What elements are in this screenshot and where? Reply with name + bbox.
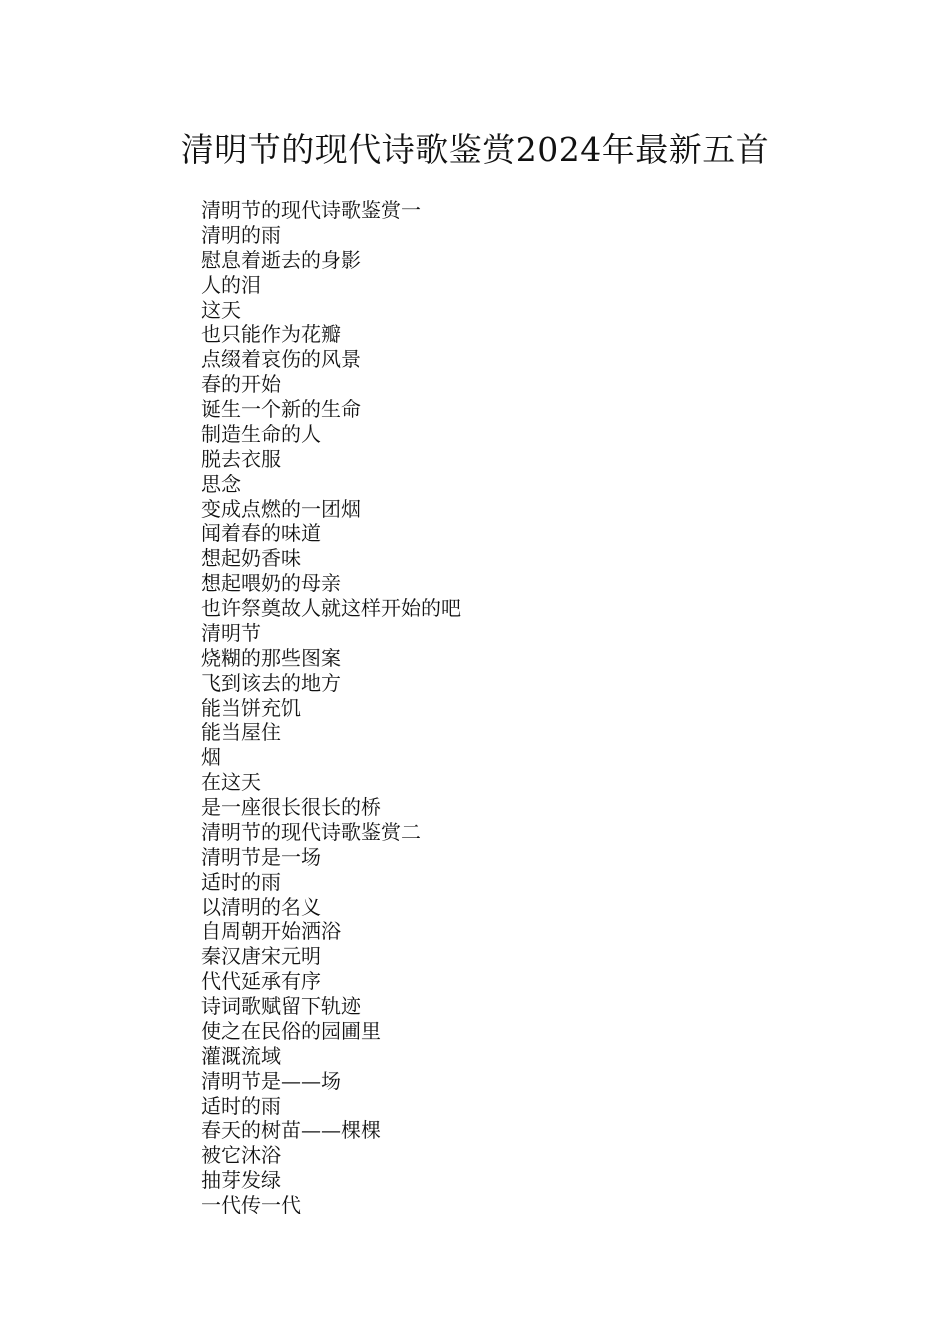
poem-line: 烟 bbox=[201, 745, 221, 770]
poem-line: 在这天 bbox=[201, 770, 261, 795]
poem-line: 抽芽发绿 bbox=[201, 1168, 281, 1193]
poem-line: 思念 bbox=[201, 471, 241, 496]
poem-line: 适时的雨 bbox=[201, 869, 281, 894]
poem-line: 灌溉流域 bbox=[201, 1043, 281, 1068]
poem-line: 变成点燃的一团烟 bbox=[201, 496, 361, 521]
poem-line: 代代延承有序 bbox=[201, 969, 321, 994]
document-title: 清明节的现代诗歌鉴赏2024年最新五首 bbox=[180, 130, 770, 169]
poem-line: 也许祭奠故人就这样开始的吧 bbox=[201, 596, 461, 620]
poem-line: 自周朝开始洒浴 bbox=[201, 919, 341, 944]
poem-line: 能当屋住 bbox=[201, 720, 281, 745]
poem-body bbox=[201, 198, 841, 1218]
poem-line: 适时的雨 bbox=[201, 1093, 281, 1118]
poem-line: 清明节的现代诗歌鉴赏一 bbox=[201, 198, 421, 222]
poem-line: 诗词歌赋留下轨迹 bbox=[201, 994, 361, 1018]
poem-line: 被它沐浴 bbox=[201, 1143, 281, 1168]
poem-line: 清明节是——场 bbox=[201, 1068, 341, 1093]
poem-line: 清明节是一场 bbox=[201, 844, 321, 869]
poem-line: 能当饼充饥 bbox=[201, 695, 301, 720]
poem-line: 春天的树苗——棵棵 bbox=[201, 1118, 381, 1143]
poem-line: 春的开始 bbox=[201, 372, 281, 397]
poem-line: 烧糊的那些图案 bbox=[201, 645, 341, 670]
poem-line: 秦汉唐宋元明 bbox=[201, 944, 321, 969]
poem-line: 想起奶香味 bbox=[201, 546, 301, 571]
poem-line: 也只能作为花瓣 bbox=[201, 322, 341, 347]
poem-line: 想起喂奶的母亲 bbox=[201, 571, 341, 596]
poem-line: 慰息着逝去的身影 bbox=[201, 247, 361, 272]
poem-line: 清明的雨 bbox=[201, 222, 281, 247]
poem-line: 这天 bbox=[201, 297, 241, 322]
poem-line: 是一座很长很长的桥 bbox=[201, 795, 381, 819]
poem-line: 清明节的现代诗歌鉴赏二 bbox=[201, 819, 421, 844]
poem-line: 诞生一个新的生命 bbox=[201, 397, 361, 421]
poem-line: 人的泪 bbox=[201, 272, 261, 297]
poem-line: 飞到该去的地方 bbox=[201, 670, 341, 695]
poem-line: 制造生命的人 bbox=[201, 421, 321, 446]
poem-line: 一代传一代 bbox=[201, 1193, 301, 1217]
poem-line: 闻着春的味道 bbox=[201, 521, 321, 546]
poem-line: 清明节 bbox=[201, 620, 261, 645]
poem-line: 以清明的名义 bbox=[201, 894, 321, 919]
poem-line: 使之在民俗的园圃里 bbox=[201, 1018, 381, 1043]
poem-line: 脱去衣服 bbox=[201, 446, 281, 471]
poem-line: 点缀着哀伤的风景 bbox=[201, 347, 361, 372]
